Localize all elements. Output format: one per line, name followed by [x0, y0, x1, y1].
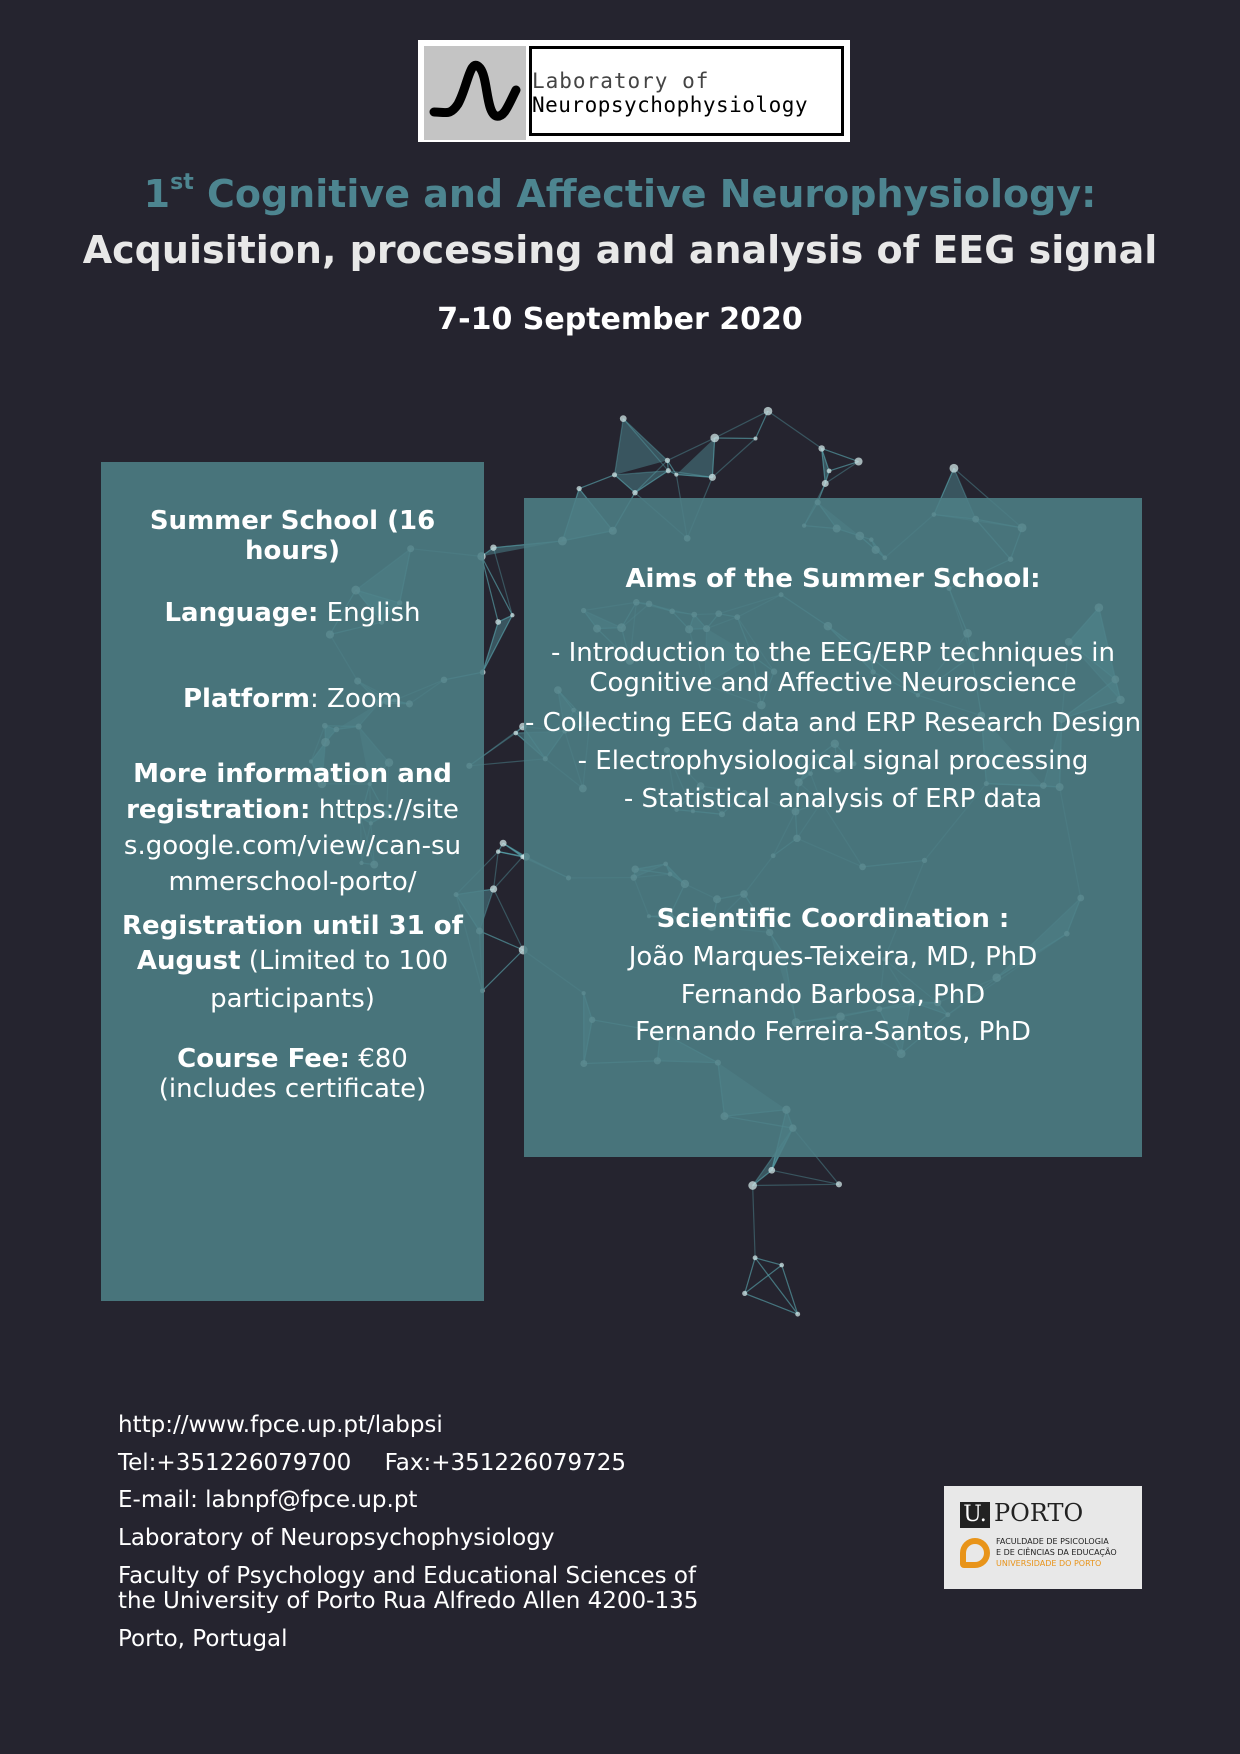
- course-fee-value: €80 (includes certificate): [158, 1044, 427, 1104]
- registration-label: Registration until 31 of August: [122, 911, 463, 976]
- faculty-line-1: Faculty of Psychology and Educational Sciences of: [118, 1563, 697, 1589]
- course-fee-row: [121, 1044, 464, 1104]
- summer-school-label: Summer School (16 hours): [149, 506, 436, 566]
- event-date: 7-10 September 2020: [437, 302, 803, 337]
- city: Porto, Portugal: [118, 1626, 288, 1652]
- coordination-title: Scientific Coordination :: [656, 904, 1010, 934]
- more-info-label: More information and registration:: [126, 759, 452, 825]
- registration-link[interactable]: https://sites.google.com/view/can-summerschool-porto/: [123, 795, 462, 897]
- lab-logo: [418, 40, 850, 142]
- more-info-row: [121, 756, 464, 900]
- title-text: Cognitive and Affective Neurophysiology:: [193, 172, 1097, 216]
- logo-line-2: Neuropsychophysiology: [532, 93, 809, 117]
- registration-value: (Limited to 100 participants): [210, 946, 449, 1014]
- faculty-emblem-icon: [960, 1538, 990, 1568]
- course-fee-label: Course Fee:: [177, 1044, 350, 1074]
- faculty-line-2: the University of Porto Rua Alfredo Allen 4200-135: [118, 1588, 699, 1614]
- faculty-name-line-3: UNIVERSIDADE DO PORTO: [996, 1559, 1102, 1568]
- uporto-u-mark: U.: [960, 1502, 990, 1528]
- fax-number: Fax:+351226079725: [384, 1450, 627, 1476]
- language-value: English: [318, 598, 421, 628]
- title-ordinal-suffix: st: [170, 170, 194, 196]
- uporto-logo: [944, 1486, 1142, 1589]
- platform-row: [121, 684, 464, 714]
- aim-item: - Statistical analysis of ERP data: [623, 784, 1043, 814]
- aim-item: - Collecting EEG data and ERP Research Design: [524, 708, 1142, 738]
- coordinator-name: Fernando Ferreira-Santos, PhD: [635, 1017, 1031, 1047]
- coordination-heading: [524, 904, 1142, 934]
- phone-fax-row: [118, 1450, 626, 1476]
- language-row: [121, 598, 464, 628]
- registration-deadline: [121, 910, 464, 1018]
- platform-value: : Zoom: [310, 684, 402, 714]
- phone-number: Tel:+351226079700: [118, 1450, 352, 1476]
- aims-title: Aims of the Summer School:: [625, 564, 1041, 594]
- website-link[interactable]: http://www.fpce.up.pt/labpsi: [118, 1412, 443, 1438]
- language-label: Language:: [164, 598, 319, 628]
- aims-panel: [524, 498, 1142, 1157]
- title-ordinal: 1: [143, 172, 171, 216]
- faculty-address: [118, 1564, 698, 1614]
- summer-school-heading: [121, 506, 464, 566]
- email-address[interactable]: E-mail: labnpf@fpce.up.pt: [118, 1487, 418, 1513]
- coordinator-name: Fernando Barbosa, PhD: [680, 980, 986, 1010]
- faculty-name-line-2: E DE CIÊNCIAS DA EDUCAÇÃO: [996, 1548, 1117, 1557]
- page-subtitle: Acquisition, processing and analysis of EEG signal: [82, 228, 1158, 272]
- logo-line-1: Laboratory of: [532, 69, 710, 93]
- lab-name: Laboratory of Neuropsychophysiology: [118, 1525, 555, 1551]
- uporto-name: PORTO: [994, 1499, 1084, 1527]
- wave-icon: [424, 46, 526, 140]
- faculty-name-line-1: FACULDADE DE PSICOLOGIA: [996, 1537, 1109, 1546]
- coordinator-name: João Marques-Teixeira, MD, PhD: [628, 942, 1038, 972]
- info-panel: [101, 462, 484, 1301]
- platform-label: Platform: [182, 684, 311, 714]
- aim-item: - Electrophysiological signal processing: [577, 746, 1089, 776]
- logo-text-box: [529, 46, 844, 136]
- page-title: [0, 172, 1240, 216]
- aim-item: - Introduction to the EEG/ERP techniques in Cognitive and Affective Neuroscience: [550, 638, 1115, 698]
- aims-heading: [524, 564, 1142, 594]
- faculty-name: [996, 1536, 1117, 1569]
